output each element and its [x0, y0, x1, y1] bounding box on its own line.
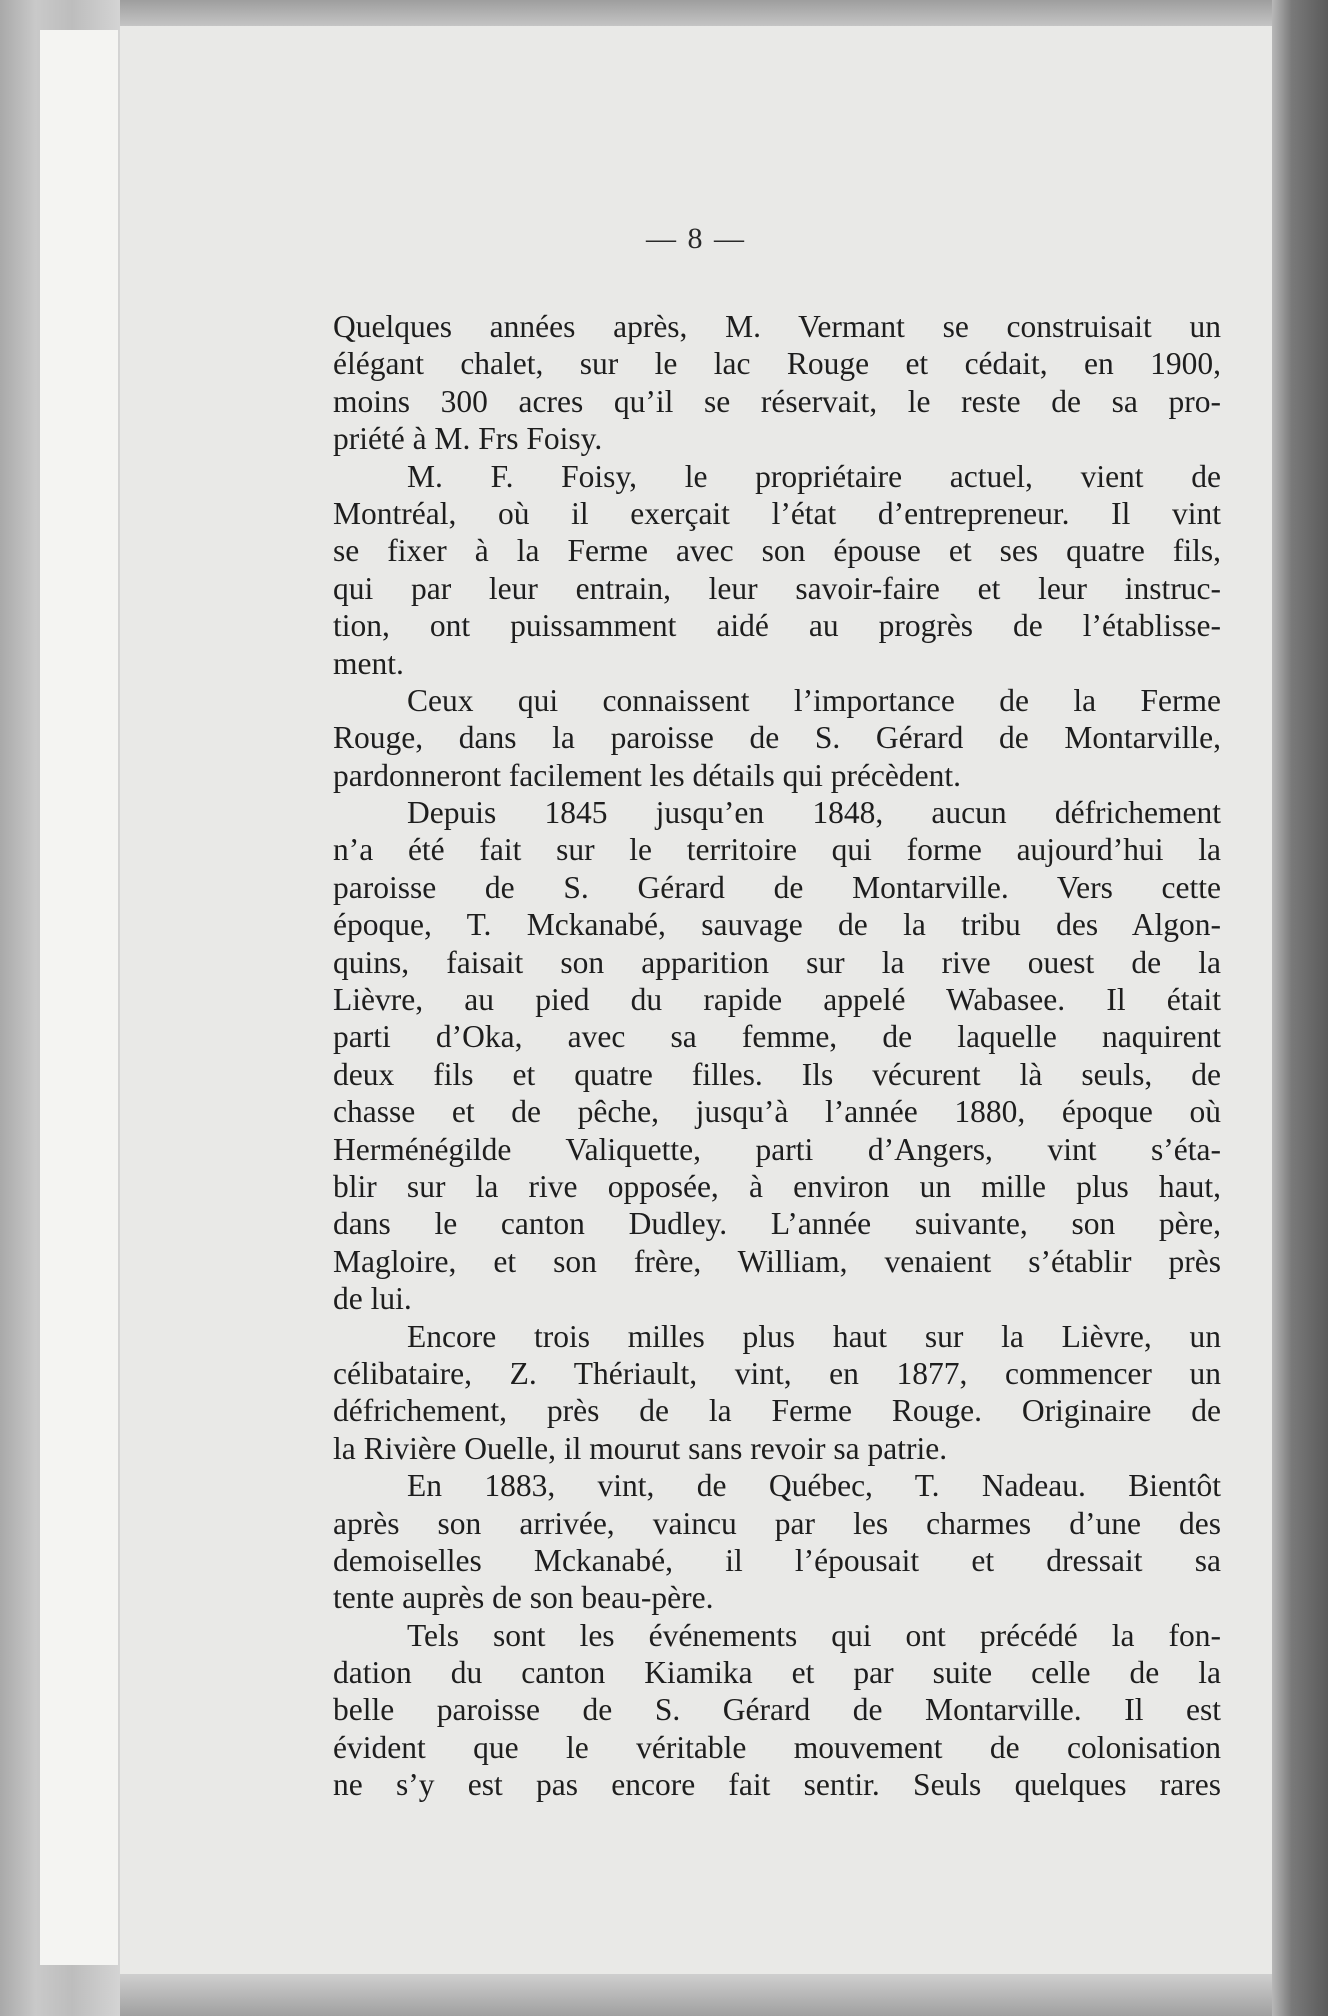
text-line: belle paroisse de S. Gérard de Montarville. Il est: [333, 1692, 1221, 1728]
text-line: élégant chalet, sur le lac Rouge et cédait, en 1900,: [333, 346, 1221, 382]
text-line: Lièvre, au pied du rapide appelé Wabasee. Il était: [333, 982, 1221, 1018]
text-line: chasse et de pêche, jusqu’à l’année 1880, époque où: [333, 1094, 1221, 1130]
scan-right-edge: [1272, 0, 1328, 2016]
text-line: défrichement, près de la Ferme Rouge. Originaire de: [333, 1393, 1221, 1429]
text-line: après son arrivée, vaincu par les charmes d’une des: [333, 1505, 1221, 1541]
text-line: quins, faisait son apparition sur la rive ouest de la: [333, 944, 1221, 980]
text-line: n’a été fait sur le territoire qui forme aujourd’hui la: [333, 832, 1221, 868]
text-line: Quelques années après, M. Vermant se construisait un: [333, 309, 1221, 344]
page-number: — 8 —: [646, 222, 746, 255]
text-line: la Rivière Ouelle, il mourut sans revoir sa patrie.: [333, 1430, 948, 1466]
text-line: M. F. Foisy, le propriétaire actuel, vient de: [407, 458, 1221, 494]
text-line: tente auprès de son beau-père.: [333, 1580, 714, 1616]
text-line: Herménégilde Valiquette, parti d’Angers, vint s’éta-: [333, 1131, 1221, 1167]
text-line: ne s’y est pas encore fait sentir. Seuls quelques rares: [333, 1767, 1221, 1803]
binding-edge: [40, 30, 118, 1965]
text-line: évident que le véritable mouvement de colonisation: [333, 1729, 1221, 1765]
text-line: parti d’Oka, avec sa femme, de laquelle naquirent: [333, 1019, 1221, 1055]
text-line: demoiselles Mckanabé, il l’épousait et dressait sa: [333, 1542, 1221, 1578]
body-text: [333, 308, 1221, 1804]
text-line: Tels sont les événements qui ont précédé la fon-: [407, 1617, 1221, 1653]
text-line: dation du canton Kiamika et par suite celle de la: [333, 1655, 1221, 1691]
text-line: de lui.: [333, 1281, 412, 1317]
text-line: se fixer à la Ferme avec son épouse et ses quatre fils,: [333, 533, 1221, 569]
text-line: Depuis 1845 jusqu’en 1848, aucun défrichement: [407, 795, 1221, 831]
text-line: dans le canton Dudley. L’année suivante, son père,: [333, 1206, 1221, 1242]
page-bottom-edge: [120, 1974, 1272, 2016]
text-line: pardonneront facilement les détails qui précèdent.: [333, 757, 962, 793]
text-line: blir sur la rive opposée, à environ un mille plus haut,: [333, 1168, 1221, 1204]
text-line: Rouge, dans la paroisse de S. Gérard de Montarville,: [333, 720, 1221, 756]
text-line: tion, ont puissamment aidé au progrès de l’établisse-: [333, 608, 1221, 644]
text-line: qui par leur entrain, leur savoir-faire et leur instruc-: [333, 570, 1221, 606]
page-top-edge: [120, 0, 1272, 26]
text-line: Magloire, et son frère, William, venaient s’établir près: [333, 1243, 1221, 1279]
text-line: ment.: [333, 645, 404, 681]
text-line: priété à M. Frs Foisy.: [333, 421, 603, 457]
text-line: Ceux qui connaissent l’importance de la Ferme: [407, 682, 1221, 718]
text-line: époque, T. Mckanabé, sauvage de la tribu des Algon-: [333, 907, 1221, 943]
text-line: En 1883, vint, de Québec, T. Nadeau. Bientôt: [407, 1468, 1221, 1504]
text-line: Montréal, où il exerçait l’état d’entrepreneur. Il vint: [333, 495, 1221, 531]
text-line: deux fils et quatre filles. Ils vécurent là seuls, de: [333, 1056, 1221, 1092]
text-line: paroisse de S. Gérard de Montarville. Vers cette: [333, 869, 1221, 905]
text-line: moins 300 acres qu’il se réservait, le reste de sa pro-: [333, 383, 1221, 419]
text-line: Encore trois milles plus haut sur la Lièvre, un: [407, 1318, 1221, 1354]
text-line: célibataire, Z. Thériault, vint, en 1877, commencer un: [333, 1355, 1221, 1391]
